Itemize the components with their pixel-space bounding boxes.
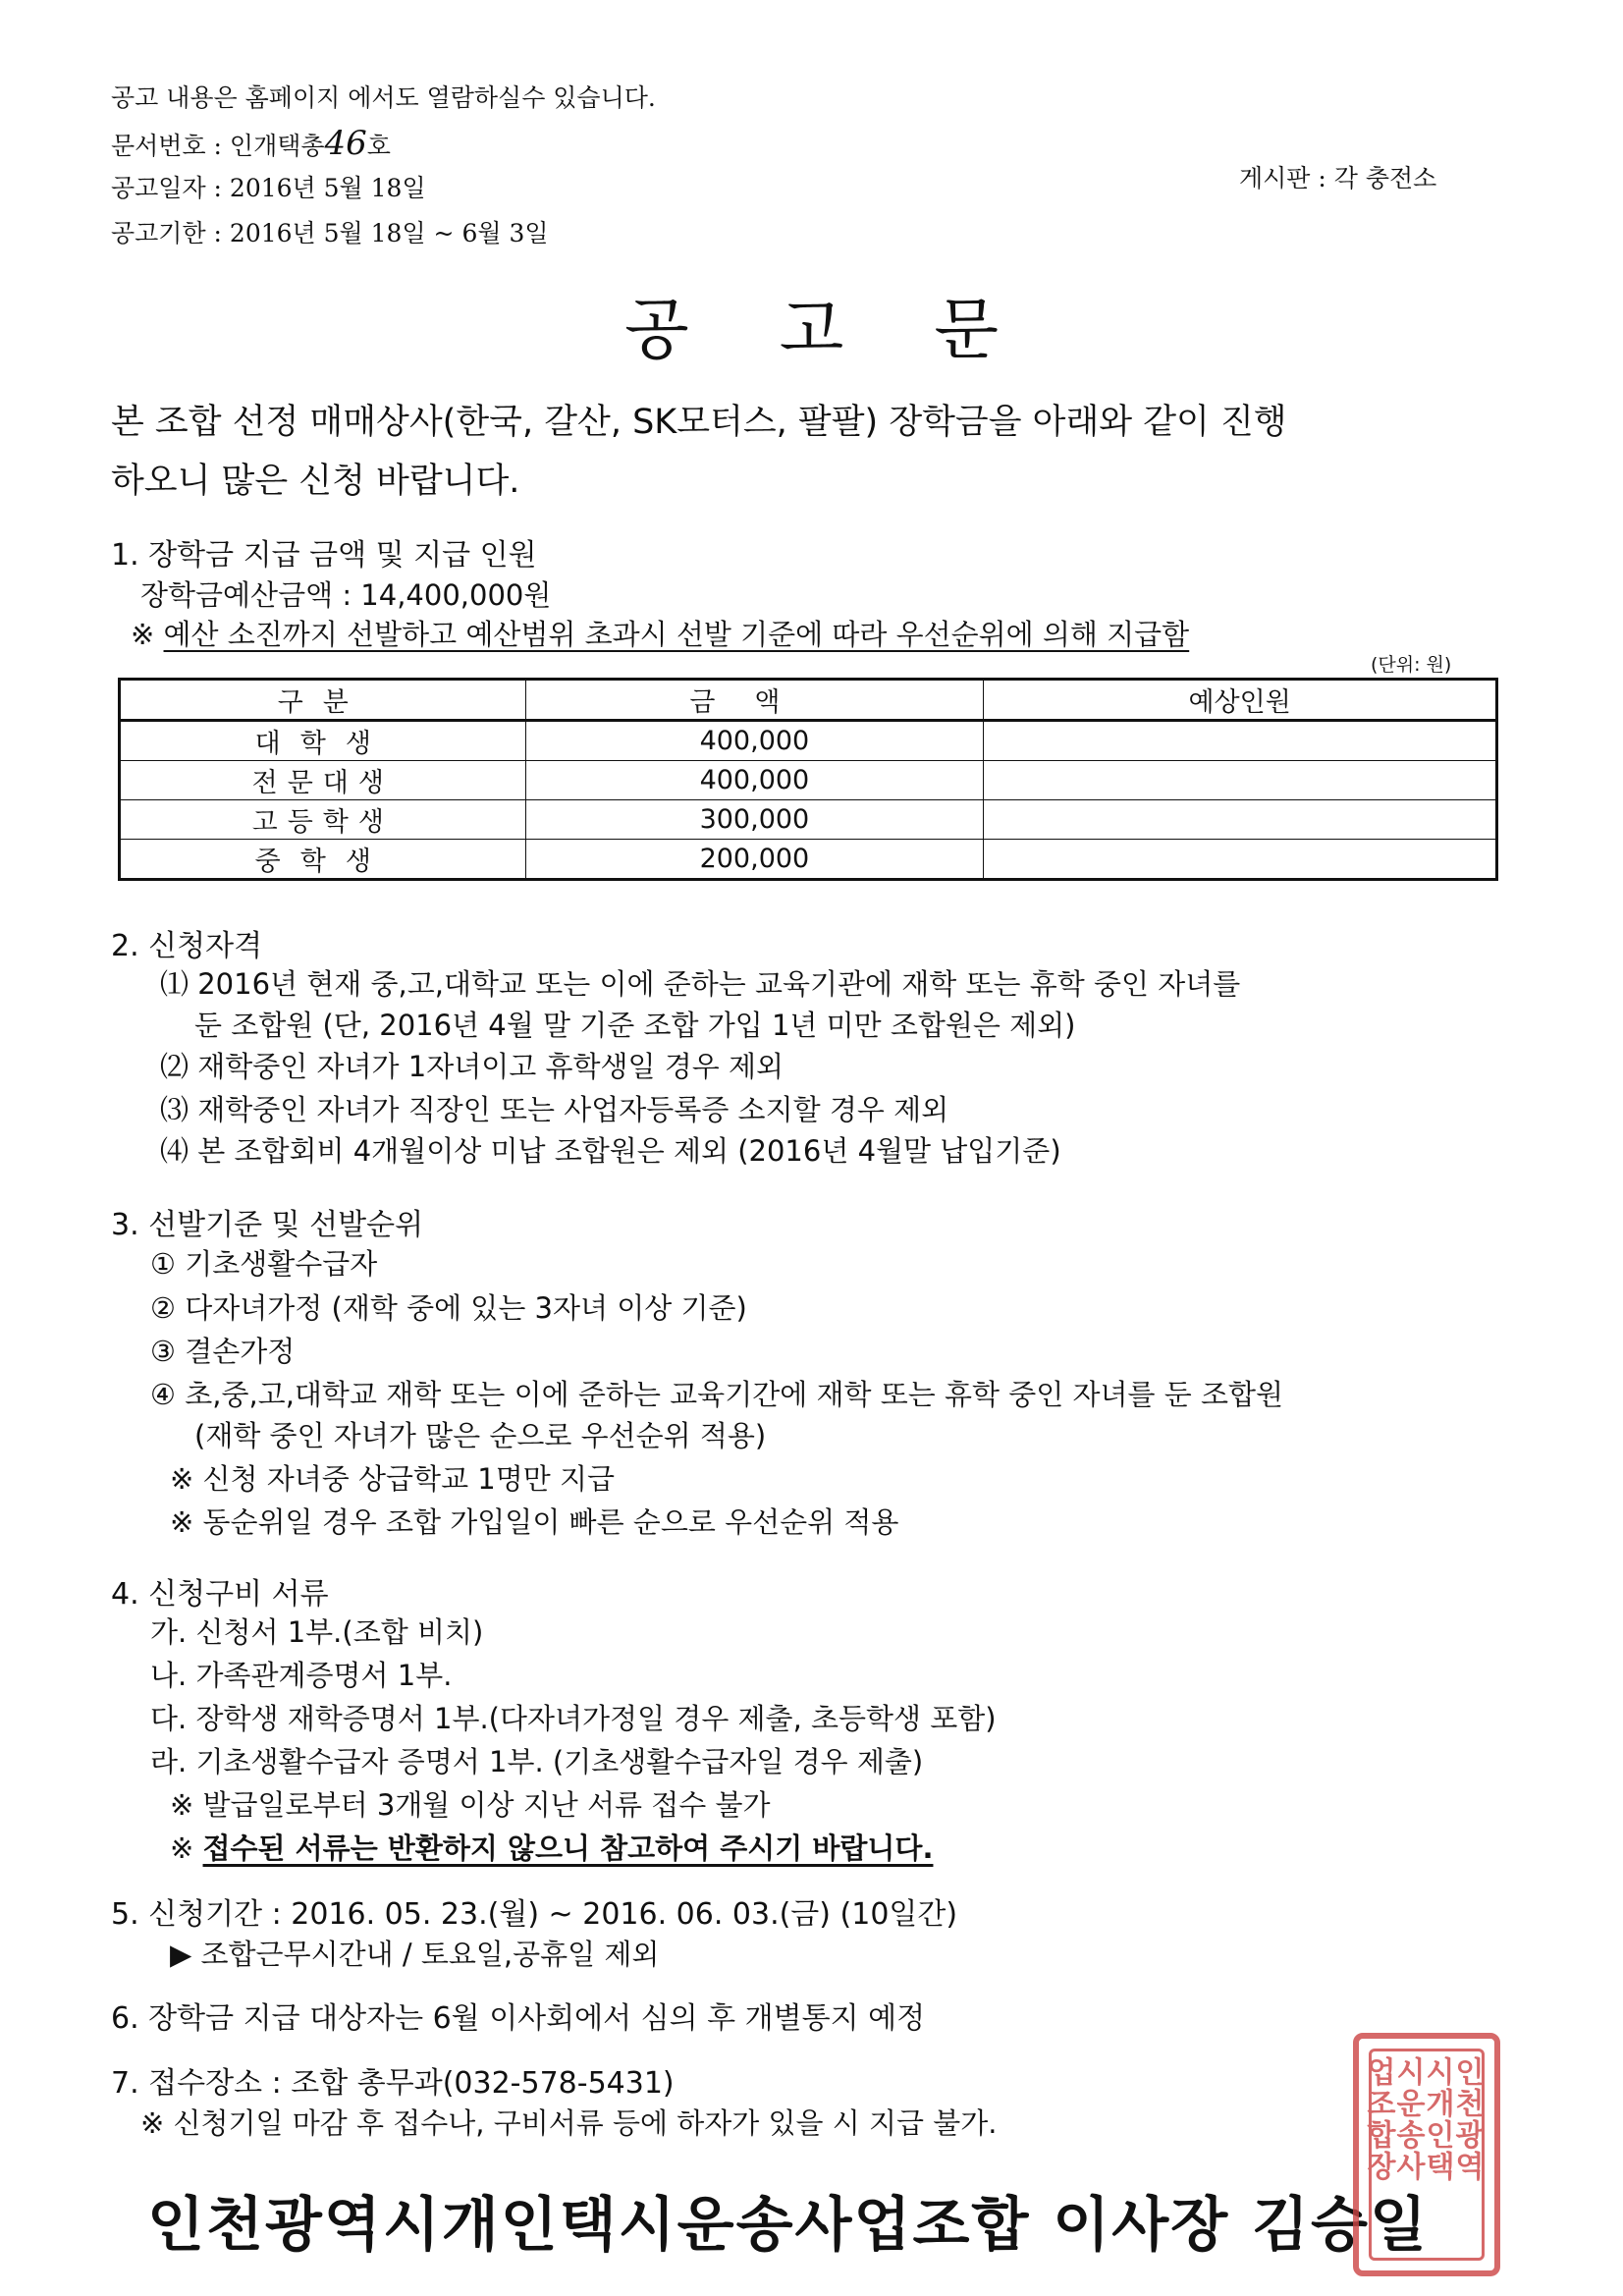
eligibility-item: ⑴ 2016년 현재 중,고,대학교 또는 이에 준하는 교육기관에 재학 또는 휴학 중인 자녀를 (160, 967, 1241, 1001)
bulletin-board: 게시판 : 각 충전소 (1239, 164, 1437, 192)
row-amount: 200,000 (525, 840, 984, 880)
seal-column: 시운송사 (1390, 2056, 1425, 2182)
document-item: 나. 가족관계증명서 1부. (150, 1659, 453, 1692)
table-row (120, 840, 1497, 880)
budget-note (131, 613, 1189, 653)
row-expected (984, 840, 1497, 880)
table-row (120, 721, 1497, 761)
table-row (120, 761, 1497, 800)
document-number-label: 문서번호 : 인개택총 (111, 132, 325, 160)
notice-date: 공고일자 : 2016년 5월 18일 (111, 174, 426, 202)
unit-label: (단위: 원) (1371, 654, 1452, 676)
note-mark: ※ (131, 618, 155, 651)
seal-column: 시개인택 (1420, 2056, 1454, 2182)
document-emphasis (170, 1827, 933, 1867)
header-expected: 예상인원 (984, 680, 1497, 721)
document-number (111, 124, 391, 163)
header-amount: 금액 (525, 680, 984, 721)
official-seal (1353, 2033, 1500, 2276)
section-5-heading: 5. 신청기간 : 2016. 05. 23.(월) ~ 2016. 06. 03.(금) (10일간) (111, 1897, 958, 1932)
criteria-item: ④ 초,중,고,대학교 재학 또는 이에 준하는 교육기간에 재학 또는 휴학 중인 자녀를 둔 조합원 (150, 1378, 1283, 1411)
document-item: 가. 신청서 1부.(조합 비치) (150, 1615, 484, 1649)
scholarship-table (118, 678, 1498, 881)
emphasis-mark: ※ (170, 1831, 194, 1865)
document-number-suffix: 호 (366, 132, 391, 160)
row-amount: 400,000 (525, 761, 984, 800)
section-7-note: ※ 신청기일 마감 후 접수나, 구비서류 등에 하자가 있을 시 지급 불가. (140, 2106, 998, 2140)
row-category: 중학생 (120, 840, 526, 880)
page-title: 공고문 (623, 292, 1090, 369)
row-amount: 400,000 (525, 721, 984, 761)
budget-note-text: 예산 소진까지 선발하고 예산범위 초과시 선발 기준에 따라 우선순위에 의해 지급함 (163, 618, 1190, 651)
eligibility-item: ⑶ 재학중인 자녀가 직장인 또는 사업자등록증 소지할 경우 제외 (160, 1093, 949, 1126)
eligibility-item: ⑵ 재학중인 자녀가 1자녀이고 휴학생일 경우 제외 (160, 1050, 784, 1083)
section-6-heading: 6. 장학금 지급 대상자는 6월 이사회에서 심의 후 개별통지 예정 (111, 2001, 926, 2036)
document-item: 다. 장학생 재학증명서 1부.(다자녀가정일 경우 제출, 초등학생 포함) (150, 1702, 997, 1735)
section-3-heading: 3. 선발기준 및 선발순위 (111, 1208, 424, 1242)
header-category: 구분 (120, 680, 526, 721)
section-4-heading: 4. 신청구비 서류 (111, 1577, 329, 1612)
signature: 인천광역시개인택시운송사업조합 이사장 김승일 (147, 2191, 1429, 2260)
row-expected (984, 761, 1497, 800)
budget-amount: 장학금예산금액 : 14,400,000원 (140, 578, 552, 612)
notice-period: 공고기한 : 2016년 5월 18일 ~ 6월 3일 (111, 219, 549, 247)
seal-lettering (1361, 2056, 1484, 2253)
row-category: 대학생 (120, 721, 526, 761)
criteria-item: ③ 결손가정 (150, 1335, 296, 1368)
seal-column: 인천광역 (1449, 2056, 1484, 2182)
criteria-note: ※ 신청 자녀중 상급학교 1명만 지급 (170, 1462, 616, 1496)
row-expected (984, 721, 1497, 761)
row-expected (984, 800, 1497, 840)
row-amount: 300,000 (525, 800, 984, 840)
row-category: 전문대생 (120, 761, 526, 800)
document-note: ※ 발급일로부터 3개월 이상 지난 서류 접수 불가 (170, 1788, 771, 1822)
section-5-sub: ▶ 조합근무시간내 / 토요일,공휴일 제외 (170, 1938, 660, 1971)
section-7-heading: 7. 접수장소 : 조합 총무과(032-578-5431) (111, 2066, 675, 2101)
homepage-notice: 공고 내용은 홈페이지 에서도 열람하실수 있습니다. (111, 83, 656, 112)
document-number-value: 46 (324, 124, 367, 163)
table-header-row (120, 680, 1497, 721)
emphasis-text: 접수된 서류는 반환하지 않으니 참고하여 주시기 바랍니다. (202, 1831, 934, 1865)
table-row (120, 800, 1497, 840)
eligibility-item: 둔 조합원 (단, 2016년 4월 말 기준 조합 가입 1년 미만 조합원은 제외) (194, 1009, 1076, 1042)
document-item: 라. 기초생활수급자 증명서 1부. (기초생활수급자일 경우 제출) (150, 1745, 924, 1778)
row-category: 고등학생 (120, 800, 526, 840)
criteria-item: ② 다자녀가정 (재학 중에 있는 3자녀 이상 기준) (150, 1291, 747, 1325)
section-1-heading: 1. 장학금 지급 금액 및 지급 인원 (111, 538, 537, 573)
eligibility-item: ⑷ 본 조합회비 4개월이상 미납 조합원은 제외 (2016년 4월말 납입기준) (160, 1134, 1061, 1168)
criteria-note: ※ 동순위일 경우 조합 가입일이 빠른 순으로 우선순위 적용 (170, 1505, 899, 1539)
intro-line-1: 본 조합 선정 매매상사(한국, 갈산, SK모터스, 팔팔) 장학금을 아래와 같이 진행 (111, 403, 1287, 442)
intro-line-2: 하오니 많은 신청 바랍니다. (111, 462, 520, 501)
seal-column: 업조합장 (1361, 2056, 1395, 2182)
criteria-item: (재학 중인 자녀가 많은 순으로 우선순위 적용) (194, 1419, 767, 1452)
criteria-item: ① 기초생활수급자 (150, 1247, 378, 1281)
section-2-heading: 2. 신청자격 (111, 929, 263, 963)
